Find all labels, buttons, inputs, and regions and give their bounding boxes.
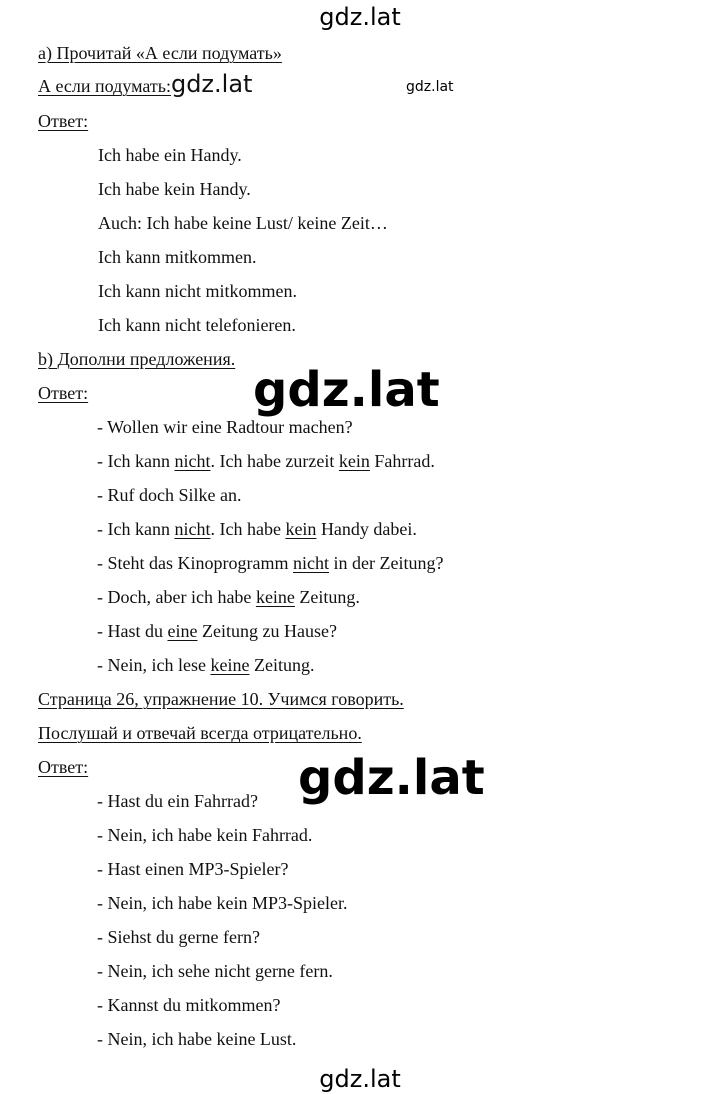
line-text: - Ich kann [97,519,175,539]
section-b-line [97,484,241,506]
section-b-line [97,552,443,574]
section-a-line: Ich kann mitkommen. [98,247,257,267]
section-b-line [97,416,353,438]
section-b-heading: b) Дополни предложения. [38,349,236,369]
section-a-line: Ich habe ein Handy. [98,145,242,165]
section-c-line: - Kannst du mitkommen? [97,995,281,1015]
line-text: - Ruf doch Silke an. [97,485,242,505]
watermark-top: gdz.lat [319,3,401,31]
section-c-answer-label: Ответ: [38,757,89,777]
line-text: Zeitung. [249,655,315,675]
section-c-line: - Hast einen MP3-Spieler? [97,859,289,879]
underlined-answer: nicht [174,519,211,539]
watermark-small: gdz.lat [406,79,454,95]
line-text: . Ich habe [210,519,286,539]
section-c-line: - Nein, ich habe keine Lust. [97,1029,297,1049]
section-c-line: - Nein, ich habe kein Fahrrad. [97,825,313,845]
section-c-heading-1: Страница 26, упражнение 10. Учимся говорить. [38,689,404,709]
underlined-answer: nicht [292,553,329,573]
watermark-bottom: gdz.lat [319,1065,401,1093]
line-text: - Wollen wir eine Radtour machen? [97,417,353,437]
section-a-subheading: А если подумать: [38,76,171,96]
section-a-answer-label: Ответ: [38,111,89,131]
line-text: - Hast du [97,621,168,641]
section-c-line: - Nein, ich habe kein MP3-Spieler. [97,893,348,913]
section-a-line: Ich habe kein Handy. [98,179,251,199]
line-text: . Ich habe zurzeit [210,451,339,471]
underlined-answer: keine [210,655,250,675]
section-b-line [97,620,337,642]
section-a-subheading-row [38,70,252,98]
section-b-line [97,586,360,608]
underlined-answer: kein [285,519,317,539]
line-text: - Doch, aber ich habe [97,587,256,607]
line-text: - Nein, ich lese [97,655,211,675]
section-c-heading-2: Послушай и отвечай всегда отрицательно. [38,723,362,743]
section-b-line [97,654,314,676]
line-text: Zeitung zu Hause? [197,621,337,641]
underlined-answer: keine [255,587,295,607]
watermark-inline: gdz.lat [170,70,253,98]
underlined-answer: eine [167,621,198,641]
line-text: Handy dabei. [316,519,417,539]
underlined-answer: kein [338,451,370,471]
line-text: Zeitung. [294,587,360,607]
watermark-large-1: gdz.lat [253,362,440,418]
watermark-large-2: gdz.lat [298,750,485,806]
section-c-line: - Hast du ein Fahrrad? [97,791,258,811]
section-a-line: Auch: Ich habe keine Lust/ keine Zeit… [98,213,388,233]
section-a-line: Ich kann nicht mitkommen. [98,281,297,301]
section-b-line [97,450,435,472]
section-b-line [97,518,417,540]
section-c-line: - Siehst du gerne fern? [97,927,260,947]
line-text: in der Zeitung? [328,553,444,573]
section-a-heading: а) Прочитай «А если подумать» [38,43,282,63]
section-b-answer-label: Ответ: [38,383,89,403]
line-text: Fahrrad. [369,451,435,471]
section-a-line: Ich kann nicht telefonieren. [98,315,296,335]
line-text: - Ich kann [97,451,175,471]
line-text: - Steht das Kinoprogramm [97,553,293,573]
section-c-line: - Nein, ich sehe nicht gerne fern. [97,961,333,981]
underlined-answer: nicht [174,451,211,471]
